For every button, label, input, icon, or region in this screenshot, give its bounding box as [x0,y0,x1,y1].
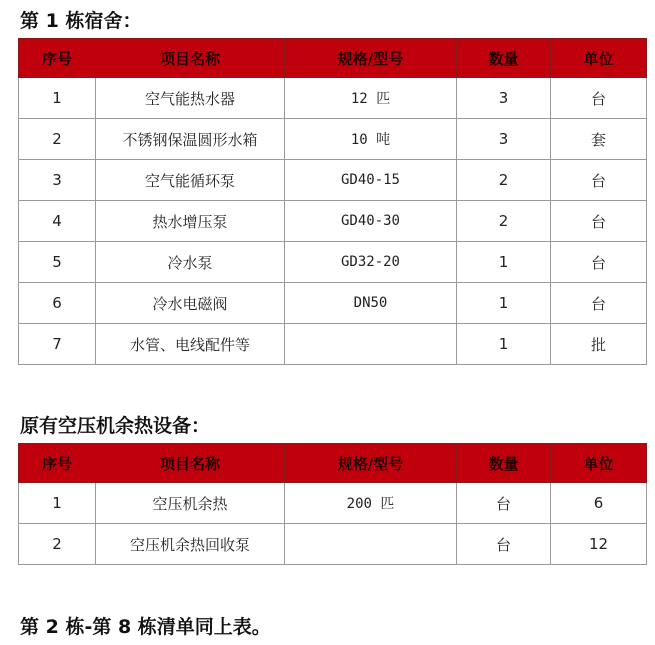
footer-note: 第 2 栋-第 8 栋清单同上表。 [20,616,271,638]
cell-unit: 台 [551,283,647,324]
cell-item-name: 不锈钢保温圆形水箱 [96,119,285,160]
table-row [19,483,647,524]
cell-quantity: 1 [457,283,551,324]
header-unit: 单位 [551,444,647,483]
header-quantity: 数量 [457,444,551,483]
cell-item-name: 空压机余热 [96,483,285,524]
cell-seq: 2 [19,119,96,160]
cell-quantity: 台 [457,483,551,524]
cell-spec: GD40-30 [285,201,457,242]
cell-seq: 2 [19,524,96,565]
table-row [19,160,647,201]
header-seq: 序号 [19,39,96,78]
cell-quantity: 1 [457,324,551,365]
cell-seq: 1 [19,483,96,524]
cell-unit: 台 [551,242,647,283]
cell-item-name: 冷水泵 [96,242,285,283]
header-seq: 序号 [19,444,96,483]
cell-spec [285,324,457,365]
cell-unit: 套 [551,119,647,160]
cell-item-name: 热水增压泵 [96,201,285,242]
cell-item-name: 水管、电线配件等 [96,324,285,365]
cell-spec: 12 匹 [285,78,457,119]
cell-spec: GD40-15 [285,160,457,201]
cell-seq: 7 [19,324,96,365]
header-quantity: 数量 [457,39,551,78]
table-header-row [19,444,647,483]
cell-quantity: 台 [457,524,551,565]
header-spec: 规格/型号 [285,444,457,483]
cell-quantity: 1 [457,242,551,283]
table-row [19,324,647,365]
cell-quantity: 2 [457,201,551,242]
table-row [19,119,647,160]
cell-quantity: 3 [457,78,551,119]
cell-unit: 批 [551,324,647,365]
cell-item-name: 冷水电磁阀 [96,283,285,324]
table-row [19,201,647,242]
cell-seq: 5 [19,242,96,283]
table-row [19,242,647,283]
cell-unit: 台 [551,78,647,119]
section2-title: 原有空压机余热设备： [20,415,211,437]
table-row [19,78,647,119]
header-item-name: 项目名称 [96,444,285,483]
header-item-name: 项目名称 [96,39,285,78]
cell-seq: 1 [19,78,96,119]
cell-quantity: 3 [457,119,551,160]
cell-unit: 台 [551,201,647,242]
table-compressor-heat [18,443,647,565]
cell-seq: 6 [19,283,96,324]
cell-item-name: 空气能热水器 [96,78,285,119]
cell-spec: GD32-20 [285,242,457,283]
table-building1 [18,38,647,365]
cell-item-name: 空压机余热回收泵 [96,524,285,565]
cell-seq: 4 [19,201,96,242]
cell-spec: 200 匹 [285,483,457,524]
header-spec: 规格/型号 [285,39,457,78]
cell-spec [285,524,457,565]
table-row [19,283,647,324]
table-header-row [19,39,647,78]
cell-spec: DN50 [285,283,457,324]
cell-spec: 10 吨 [285,119,457,160]
cell-quantity: 2 [457,160,551,201]
section1-title: 第 1 栋宿舍： [20,10,142,32]
cell-item-name: 空气能循环泵 [96,160,285,201]
table-row [19,524,647,565]
cell-seq: 3 [19,160,96,201]
cell-unit: 12 [551,524,647,565]
cell-unit: 6 [551,483,647,524]
header-unit: 单位 [551,39,647,78]
cell-unit: 台 [551,160,647,201]
